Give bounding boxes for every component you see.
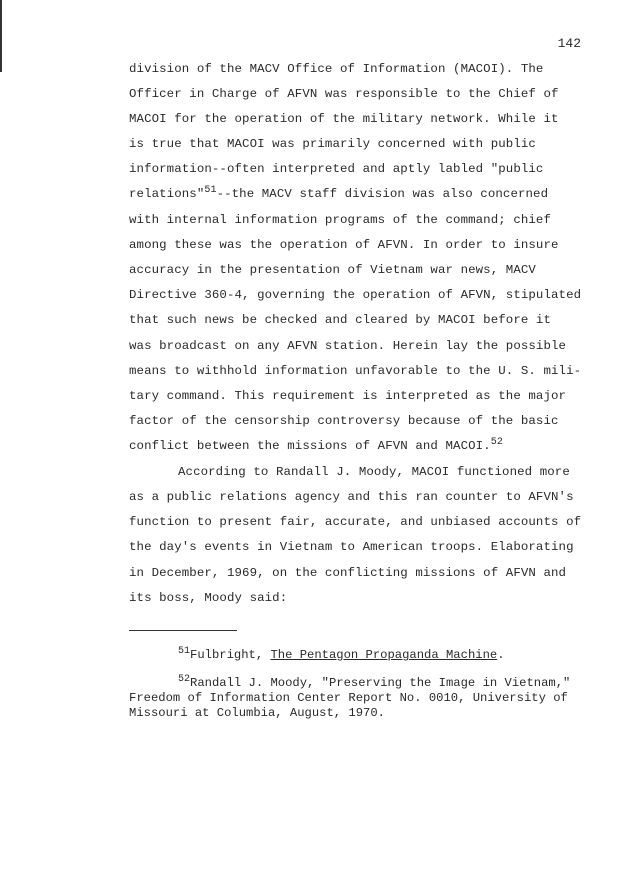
text-line: According to Randall J. Moody, MACOI functioned more (178, 465, 570, 479)
text-line: as a public relations agency and this ran counter to AFVN's (129, 490, 574, 504)
text-line: tary command. This requirement is interpreted as the major (129, 389, 567, 403)
text-line: was broadcast on any AFVN station. Herein lay the possible (129, 339, 567, 353)
text-line: in December, 1969, on the conflicting missions of AFVN and (129, 566, 567, 580)
page-number: 142 (557, 36, 581, 51)
footnote-text: . (497, 648, 505, 662)
footnote-number: 51 (178, 646, 191, 657)
text-line: its boss, Moody said: (129, 591, 288, 605)
footnote-ref-51: 51 (204, 185, 217, 196)
text-line: Officer in Charge of AFVN was responsible to the Chief of (129, 87, 559, 101)
page-edge-mark (0, 0, 2, 72)
text-line: function to present fair, accurate, and unbiased accounts of (129, 515, 582, 529)
text-line: among these was the operation of AFVN. In order to insure (129, 238, 559, 252)
text-line: that such news be checked and cleared by MACOI before it (129, 313, 551, 327)
text-line (129, 187, 548, 201)
footnote-text: Fulbright, (190, 648, 271, 662)
text-line: MACOI for the operation of the military network. While it (129, 112, 559, 126)
footnote-number: 52 (178, 674, 191, 685)
text-span: relations" (129, 187, 205, 201)
text-line: is true that MACOI was primarily concerned with public (129, 137, 536, 151)
text-line: means to withhold information unfavorable to the U. S. mili- (129, 364, 582, 378)
text-span: --the MACV staff division was also concerned (216, 187, 549, 201)
text-line: factor of the censorship controversy because of the basic (129, 414, 559, 428)
text-line: division of the MACV Office of Information (MACOI). The (129, 62, 544, 76)
text-line: information--often interpreted and aptly labled "public (129, 162, 544, 176)
footnote-separator (129, 630, 237, 631)
text-line: accuracy in the presentation of Vietnam war news, MACV (129, 263, 536, 277)
text-line (129, 439, 503, 453)
footnote-51 (178, 648, 505, 662)
footnote-ref-52: 52 (490, 437, 503, 448)
text-line: the day's events in Vietnam to American troops. Elaborating (129, 540, 574, 554)
text-span: conflict between the missions of AFVN and MACOI. (129, 439, 491, 453)
text-line: Directive 360-4, governing the operation of AFVN, stipulated (129, 288, 582, 302)
footnote-line: Missouri at Columbia, August, 1970. (129, 706, 385, 720)
footnote-text: Randall J. Moody, "Preserving the Image in Vietnam," (190, 676, 571, 690)
footnote-52 (178, 676, 570, 690)
footnote-title: The Pentagon Propaganda Machine (270, 648, 498, 662)
text-line: with internal information programs of the command; chief (129, 213, 551, 227)
footnote-line: Freedom of Information Center Report No. 0010, University of (129, 691, 568, 705)
